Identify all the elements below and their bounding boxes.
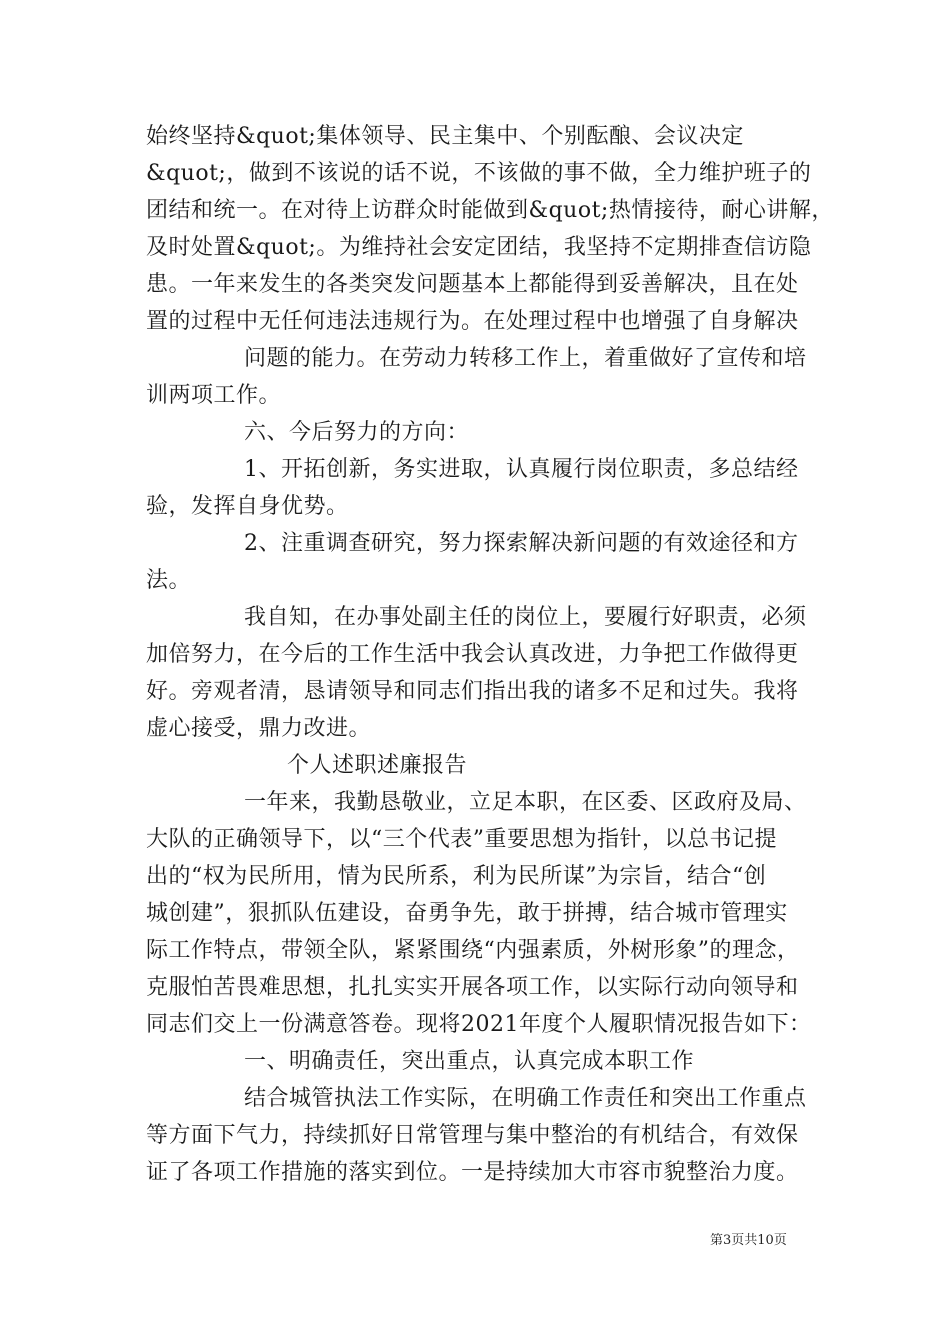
text-line: 患。一年来发生的各类突发问题基本上都能得到妥善解决，且在处 <box>146 272 799 297</box>
text-line: 等方面下气力，持续抓好日常管理与集中整治的有机结合，有效保 <box>146 1123 799 1148</box>
text-line: 置的过程中无任何违法违规行为。在处理过程中也增强了自身解决 <box>146 309 799 334</box>
text-line: 法。 <box>146 568 192 593</box>
text-line: 虚心接受，鼎力改进。 <box>146 716 372 741</box>
text-line: 我自知，在办事处副主任的岗位上，要履行好职责，必须 <box>244 605 807 630</box>
text-line: 问题的能力。在劳动力转移工作上，着重做好了宣传和培 <box>244 346 807 371</box>
text-line: 一年来，我勤恳敬业，立足本职，在区委、区政府及局、 <box>244 790 807 815</box>
list-item: 2、注重调查研究，努力探索解决新问题的有效途径和方 <box>244 531 799 556</box>
text-line: 始终坚持&quot;集体领导、民主集中、个别酝酿、会议决定 <box>146 124 744 149</box>
list-item: 1、开拓创新，务实进取，认真履行岗位职责，多总结经 <box>244 457 799 482</box>
text-line: 出的“权为民所用，情为民所系，利为民所谋”为宗旨，结合“创 <box>146 864 767 889</box>
text-line: 训两项工作。 <box>146 383 282 408</box>
text-line: 结合城管执法工作实际，在明确工作责任和突出工作重点 <box>244 1086 807 1111</box>
text-line: 克服怕苦畏难思想，扎扎实实开展各项工作，以实际行动向领导和 <box>146 975 799 1000</box>
section-heading: 一、明确责任，突出重点，认真完成本职工作 <box>244 1049 695 1074</box>
text-line: 好。旁观者清，恳请领导和同志们指出我的诸多不足和过失。我将 <box>146 679 799 704</box>
page-number: 第3页共10页 <box>710 1233 787 1248</box>
text-line: 际工作特点，带领全队，紧紧围绕“内强素质，外树形象”的理念， <box>146 938 800 963</box>
text-line: 同志们交上一份满意答卷。现将2021年度个人履职情况报告如下： <box>146 1012 812 1037</box>
section-heading: 六、今后努力的方向： <box>244 420 470 445</box>
text-line: 证了各项工作措施的落实到位。一是持续加大市容市貌整治力度。 <box>146 1160 799 1185</box>
report-title: 个人述职述廉报告 <box>287 753 468 778</box>
text-line: 及时处置&quot;。为维持社会安定团结，我坚持不定期排查信访隐 <box>146 235 812 260</box>
text-line: 城创建”，狠抓队伍建设，奋勇争先，敢于拼搏，结合城市管理实 <box>146 901 788 926</box>
text-line: 大队的正确领导下，以“三个代表”重要思想为指针，以总书记提 <box>146 827 777 852</box>
text-line: 加倍努力，在今后的工作生活中我会认真改进，力争把工作做得更 <box>146 642 799 667</box>
text-line: 团结和统一。在对待上访群众时能做到&quot;热情接待，耐心讲解， <box>146 198 834 223</box>
text-line: 验，发挥自身优势。 <box>146 494 349 519</box>
text-line: &quot;，做到不该说的话不说，不该做的事不做，全力维护班子的 <box>146 161 812 186</box>
